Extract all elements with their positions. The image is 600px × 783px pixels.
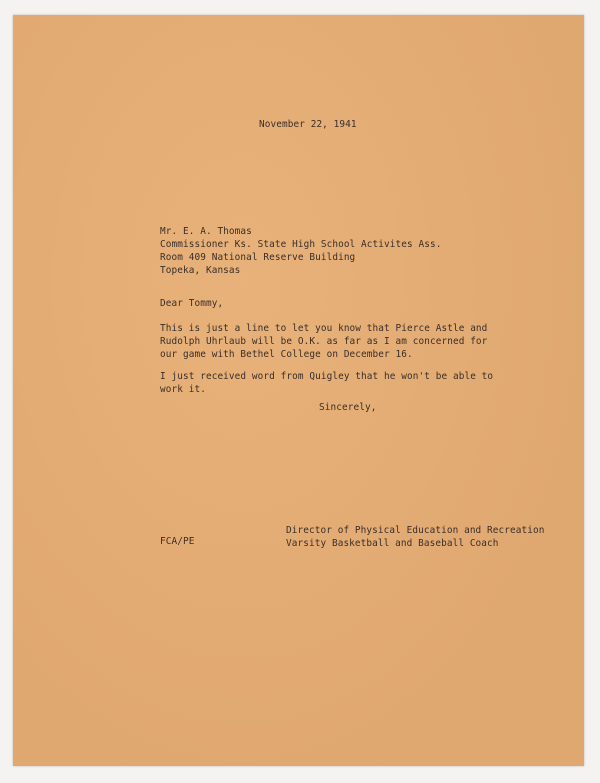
body-paragraph-2-line-2: work it. [160, 384, 206, 395]
body-paragraph-1-line-1: This is just a line to let you know that Pierce Astle and [160, 323, 488, 334]
letter-page [13, 15, 584, 766]
reference-initials: FCA/PE [160, 536, 195, 547]
body-paragraph-1-line-3: our game with Bethel College on December 16. [160, 349, 413, 360]
recipient-address-2: Topeka, Kansas [160, 265, 241, 276]
recipient-name: Mr. E. A. Thomas [160, 226, 252, 237]
salutation: Dear Tommy, [160, 298, 224, 309]
letter-date: November 22, 1941 [259, 119, 357, 130]
closing: Sincerely, [319, 402, 377, 413]
signature-title-line-2: Varsity Basketball and Baseball Coach [286, 538, 499, 549]
body-paragraph-2-line-1: I just received word from Quigley that he won't be able to [160, 371, 494, 382]
recipient-address-1: Room 409 National Reserve Building [160, 252, 356, 263]
body-paragraph-1-line-2: Rudolph Uhrlaub will be O.K. as far as I am concerned for [160, 336, 488, 347]
signature-title-line-1: Director of Physical Education and Recreation [286, 525, 545, 536]
recipient-title: Commissioner Ks. State High School Activites Ass. [160, 239, 442, 250]
